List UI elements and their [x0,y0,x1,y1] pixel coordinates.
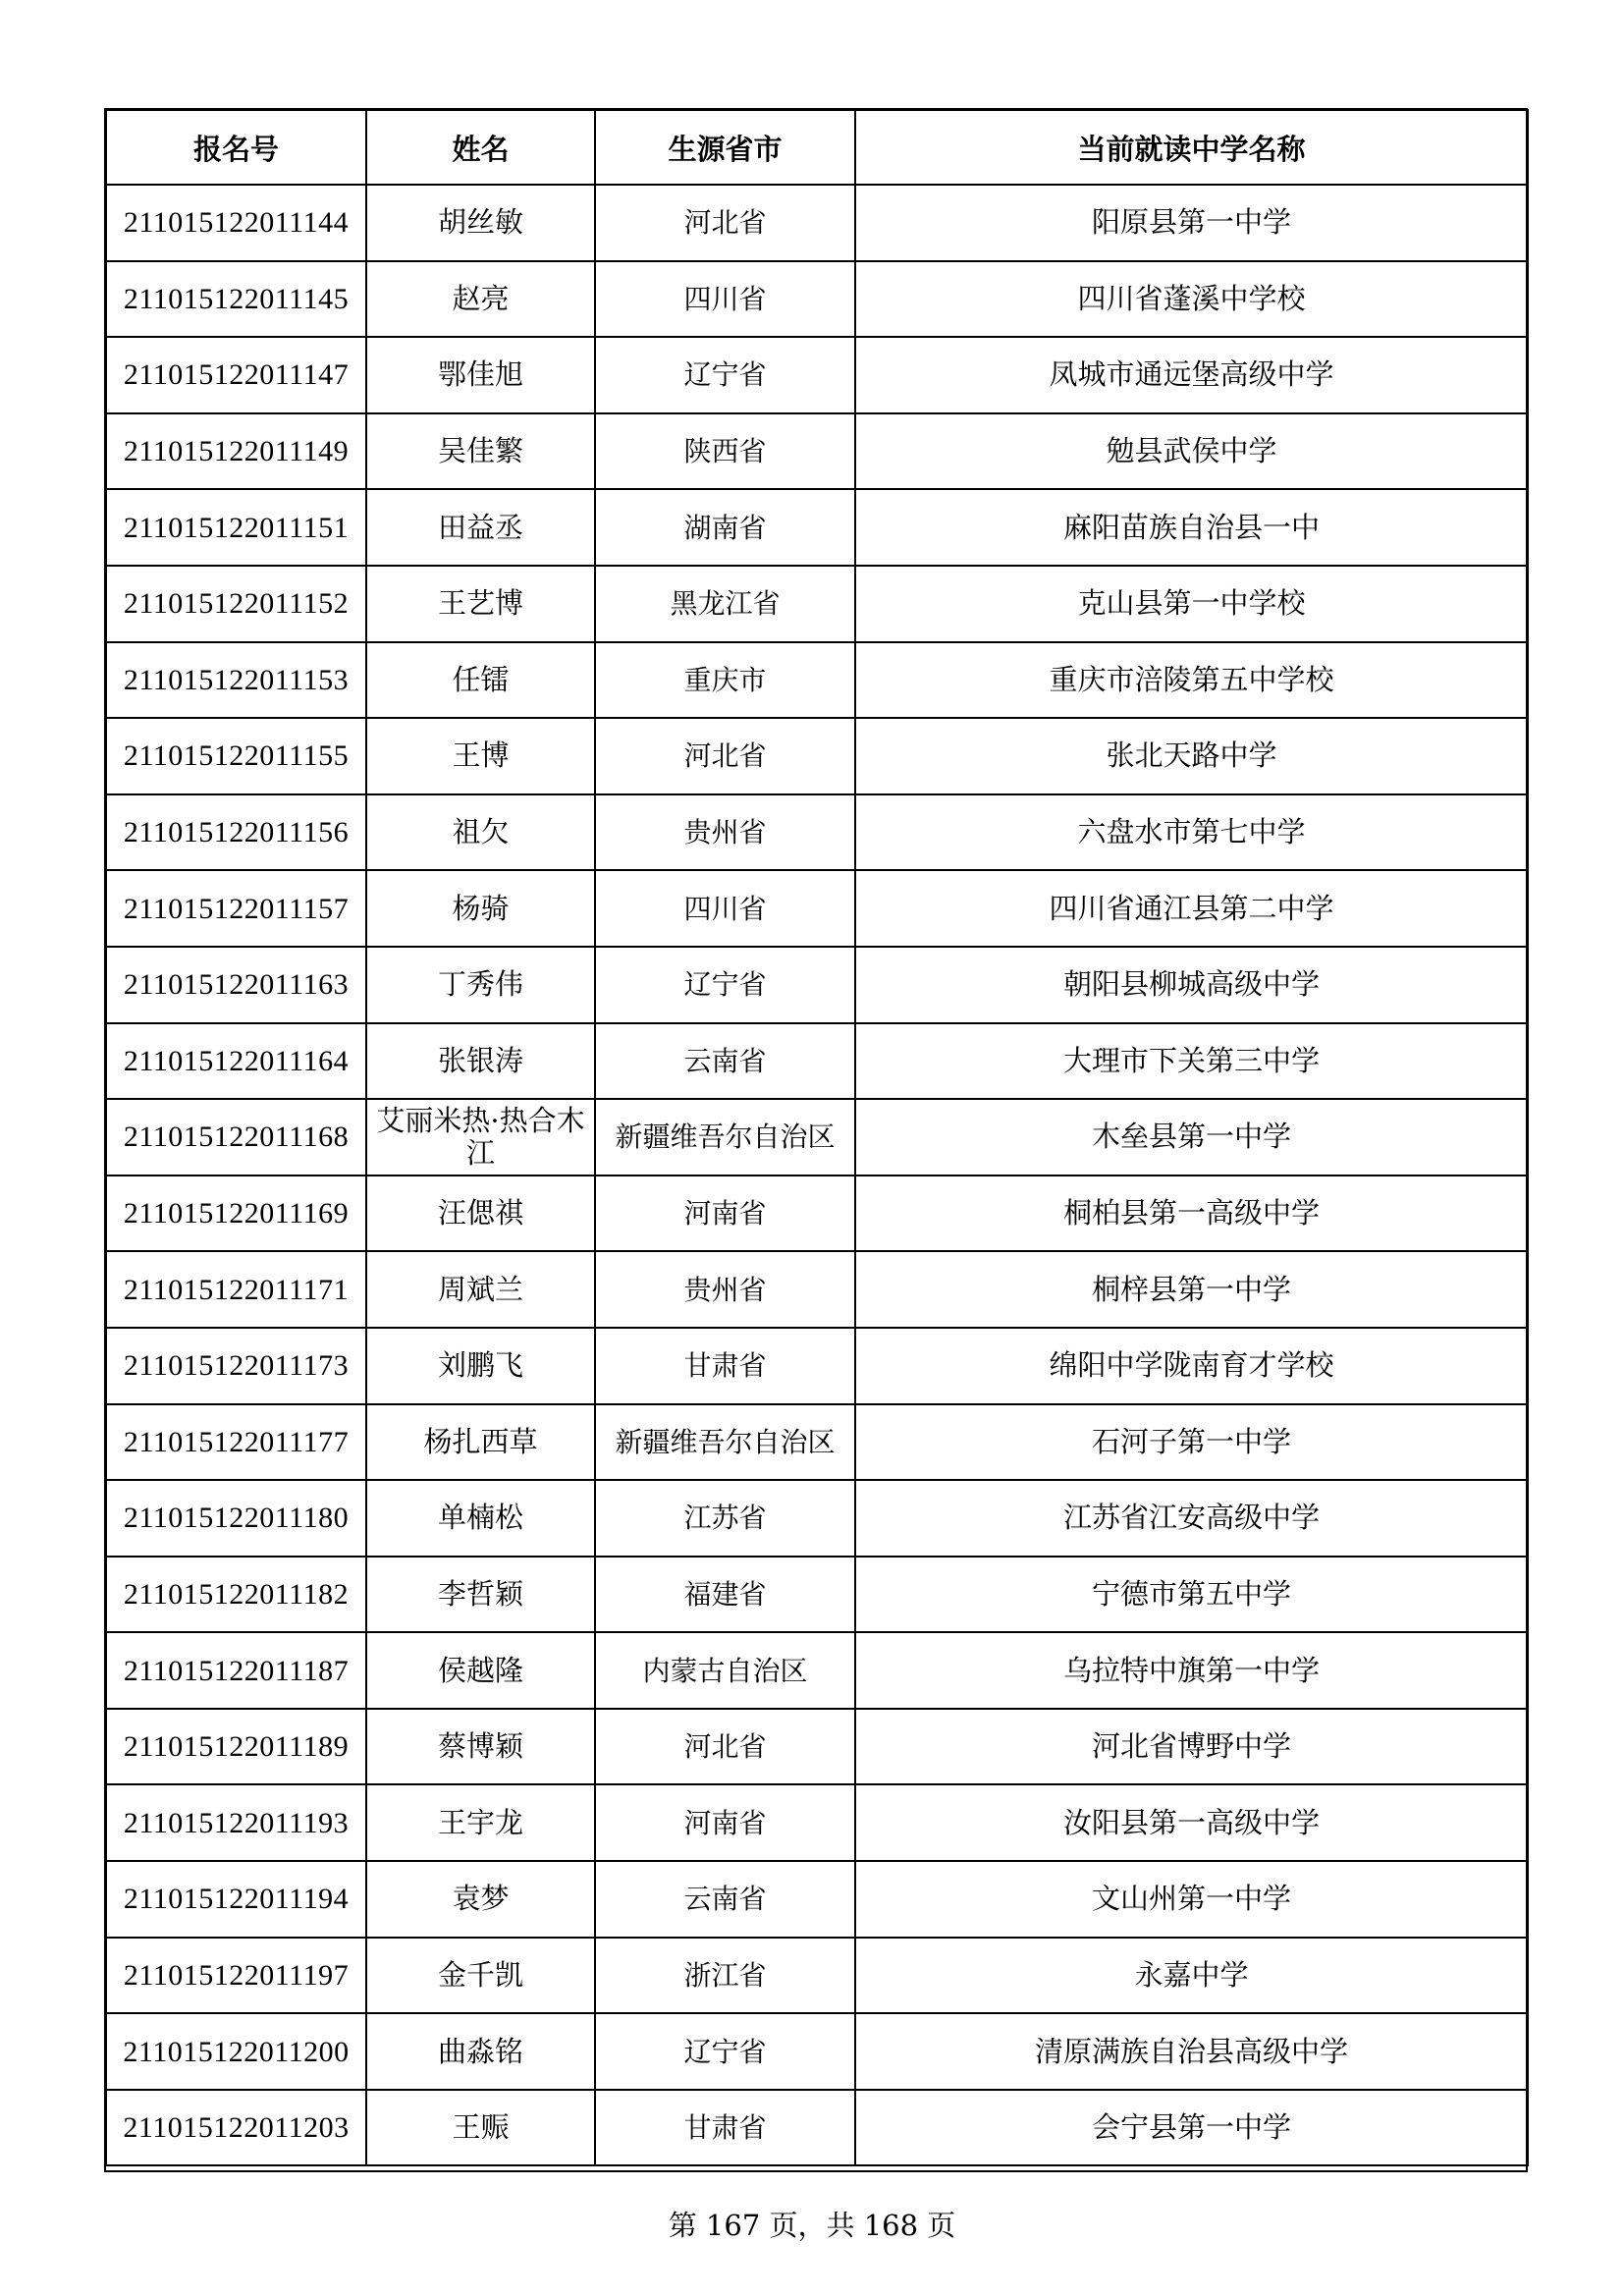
cell-registration-number: 211015122011157 [106,870,366,947]
cell-province: 湖南省 [595,489,855,566]
cell-school: 河北省博野中学 [855,1709,1528,1785]
cell-name: 田益丞 [366,489,595,566]
cell-province: 内蒙古自治区 [595,1632,855,1709]
cell-province: 河南省 [595,1175,855,1252]
cell-name: 吴佳繁 [366,413,595,490]
cell-province: 云南省 [595,1023,855,1100]
cell-registration-number: 211015122011168 [106,1099,366,1175]
cell-school: 麻阳苗族自治县一中 [855,489,1528,566]
table-row [106,1784,1528,1861]
cell-province: 贵州省 [595,1251,855,1328]
cell-province: 新疆维吾尔自治区 [595,1099,855,1175]
cell-name: 鄂佳旭 [366,337,595,413]
table-row [106,1023,1528,1100]
cell-registration-number: 211015122011153 [106,642,366,719]
table-row [106,1632,1528,1709]
page-footer: 第 167 页，共 168 页 [668,2209,956,2242]
cell-name: 任镭 [366,642,595,719]
cell-province: 甘肃省 [595,2090,855,2166]
cell-name: 王博 [366,718,595,794]
table-body [106,185,1528,2165]
table-row [106,718,1528,794]
cell-registration-number: 211015122011194 [106,1861,366,1938]
table-row [106,337,1528,413]
cell-school: 朝阳县柳城高级中学 [855,947,1528,1023]
cell-province: 甘肃省 [595,1328,855,1404]
table-row [106,1480,1528,1557]
header-school: 当前就读中学名称 [855,110,1528,185]
cell-school: 阳原县第一中学 [855,185,1528,261]
cell-registration-number: 211015122011163 [106,947,366,1023]
cell-school: 宁德市第五中学 [855,1557,1528,1633]
cell-name: 刘鹏飞 [366,1328,595,1404]
student-table [105,109,1529,2166]
cell-name: 张银涛 [366,1023,595,1100]
cell-province: 河南省 [595,1784,855,1861]
cell-province: 辽宁省 [595,947,855,1023]
cell-registration-number: 211015122011187 [106,1632,366,1709]
cell-school: 石河子第一中学 [855,1404,1528,1481]
table-row [106,261,1528,338]
cell-registration-number: 211015122011152 [106,566,366,642]
cell-registration-number: 211015122011149 [106,413,366,490]
cell-province: 陕西省 [595,413,855,490]
cell-registration-number: 211015122011197 [106,1938,366,2014]
cell-province: 重庆市 [595,642,855,719]
table-row [106,642,1528,719]
cell-registration-number: 211015122011182 [106,1557,366,1633]
cell-province: 四川省 [595,261,855,338]
cell-school: 会宁县第一中学 [855,2090,1528,2166]
cell-name: 李哲颖 [366,1557,595,1633]
cell-name: 袁梦 [366,1861,595,1938]
cell-school: 四川省通江县第二中学 [855,870,1528,947]
cell-name: 艾丽米热·热合木江 [366,1099,595,1175]
cell-registration-number: 211015122011180 [106,1480,366,1557]
table-header [106,110,1528,185]
cell-registration-number: 211015122011144 [106,185,366,261]
cell-province: 江苏省 [595,1480,855,1557]
table-row [106,1251,1528,1328]
cell-registration-number: 211015122011203 [106,2090,366,2166]
cell-registration-number: 211015122011189 [106,1709,366,1785]
cell-province: 河北省 [595,718,855,794]
header-province: 生源省市 [595,110,855,185]
cell-school: 文山州第一中学 [855,1861,1528,1938]
cell-province: 河北省 [595,185,855,261]
cell-registration-number: 211015122011145 [106,261,366,338]
cell-province: 浙江省 [595,1938,855,2014]
cell-registration-number: 211015122011173 [106,1328,366,1404]
table-row [106,1557,1528,1633]
cell-registration-number: 211015122011193 [106,1784,366,1861]
cell-registration-number: 211015122011169 [106,1175,366,1252]
table-row [106,794,1528,871]
cell-school: 张北天路中学 [855,718,1528,794]
cell-registration-number: 211015122011155 [106,718,366,794]
cell-school: 汝阳县第一高级中学 [855,1784,1528,1861]
cell-school: 乌拉特中旗第一中学 [855,1632,1528,1709]
cell-province: 辽宁省 [595,2013,855,2090]
cell-province: 河北省 [595,1709,855,1785]
header-row [106,110,1528,185]
table-row [106,2090,1528,2166]
cell-name: 周斌兰 [366,1251,595,1328]
header-name: 姓名 [366,110,595,185]
cell-school: 永嘉中学 [855,1938,1528,2014]
table-row [106,1099,1528,1175]
cell-name: 杨骑 [366,870,595,947]
cell-province: 云南省 [595,1861,855,1938]
cell-registration-number: 211015122011147 [106,337,366,413]
cell-name: 王赈 [366,2090,595,2166]
cell-school: 桐梓县第一中学 [855,1251,1528,1328]
cell-school: 重庆市涪陵第五中学校 [855,642,1528,719]
cell-name: 单楠松 [366,1480,595,1557]
cell-school: 大理市下关第三中学 [855,1023,1528,1100]
table-row [106,2013,1528,2090]
cell-registration-number: 211015122011164 [106,1023,366,1100]
cell-registration-number: 211015122011151 [106,489,366,566]
table-row [106,566,1528,642]
table-row [106,185,1528,261]
cell-province: 辽宁省 [595,337,855,413]
table-row [106,413,1528,490]
cell-registration-number: 211015122011171 [106,1251,366,1328]
cell-name: 曲淼铭 [366,2013,595,2090]
cell-name: 侯越隆 [366,1632,595,1709]
cell-province: 福建省 [595,1557,855,1633]
header-registration-number: 报名号 [106,110,366,185]
cell-registration-number: 211015122011177 [106,1404,366,1481]
cell-school: 勉县武侯中学 [855,413,1528,490]
cell-name: 胡丝敏 [366,185,595,261]
table-row [106,1328,1528,1404]
cell-name: 祖欠 [366,794,595,871]
cell-school: 克山县第一中学校 [855,566,1528,642]
cell-province: 新疆维吾尔自治区 [595,1404,855,1481]
table-row [106,1861,1528,1938]
cell-name: 王艺博 [366,566,595,642]
cell-province: 贵州省 [595,794,855,871]
table-row [106,1938,1528,2014]
cell-school: 绵阳中学陇南育才学校 [855,1328,1528,1404]
cell-school: 凤城市通远堡高级中学 [855,337,1528,413]
cell-name: 蔡博颖 [366,1709,595,1785]
cell-school: 清原满族自治县高级中学 [855,2013,1528,2090]
table-row [106,1175,1528,1252]
table-row [106,489,1528,566]
cell-registration-number: 211015122011156 [106,794,366,871]
cell-name: 汪偲祺 [366,1175,595,1252]
cell-school: 桐柏县第一高级中学 [855,1175,1528,1252]
cell-name: 杨扎西草 [366,1404,595,1481]
table-row [106,1404,1528,1481]
cell-school: 四川省蓬溪中学校 [855,261,1528,338]
cell-name: 王宇龙 [366,1784,595,1861]
table-row [106,1709,1528,1785]
cell-name: 金千凯 [366,1938,595,2014]
cell-registration-number: 211015122011200 [106,2013,366,2090]
cell-province: 四川省 [595,870,855,947]
table-row [106,947,1528,1023]
table-row [106,870,1528,947]
cell-school: 木垒县第一中学 [855,1099,1528,1175]
cell-name: 赵亮 [366,261,595,338]
cell-school: 六盘水市第七中学 [855,794,1528,871]
cell-name: 丁秀伟 [366,947,595,1023]
cell-school: 江苏省江安高级中学 [855,1480,1528,1557]
cell-province: 黑龙江省 [595,566,855,642]
